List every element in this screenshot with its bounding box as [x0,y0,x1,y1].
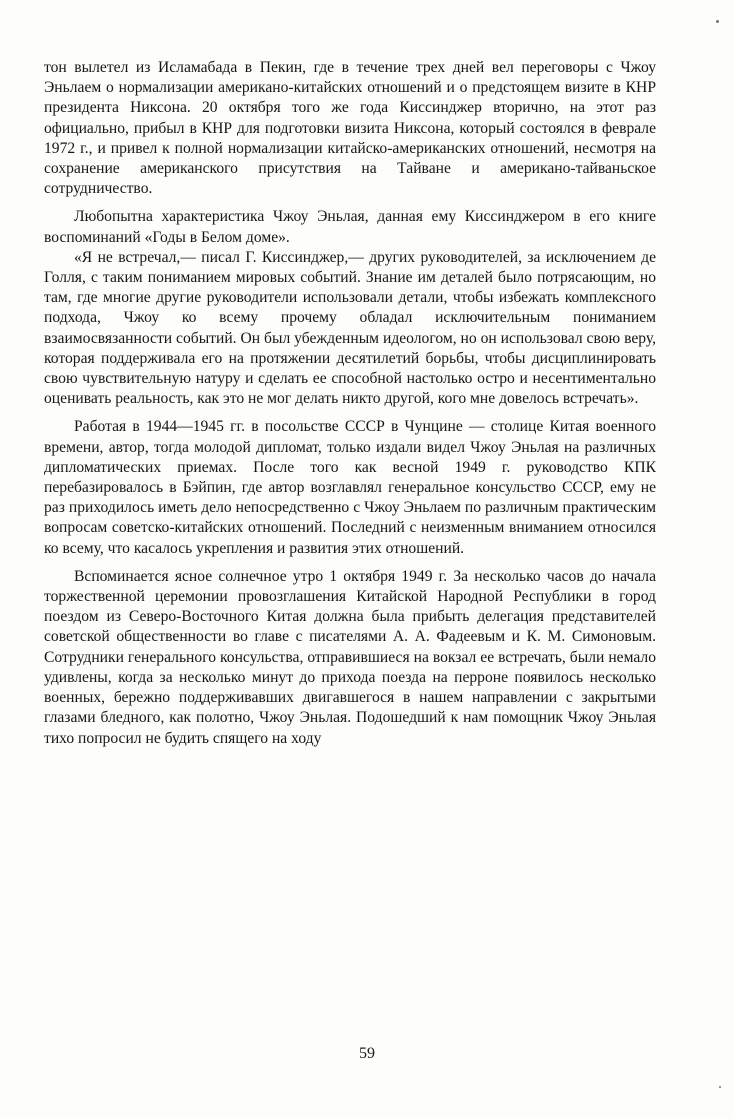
paragraph-2: Любопытна характеристика Чжоу Эньлая, данная ему Киссинджером в его книге воспоминаний «Годы в Белом доме». [44,208,656,246]
page-number: 59 [359,1045,375,1062]
page-text-block [44,58,656,1058]
scan-speck [716,20,719,23]
paragraph-3-quote: «Я не встречал,— писал Г. Киссинджер,— других руководителей, за исключением де Голля, с таким пониманием мировых событий. Знание им деталей было потрясающим, но там, где многие другие руководители использовали детали, чтобы избежать комплексного подхода, Чжоу ко всему прочему обладал исключительным пониманием взаимосвязанности событий. Он был убежденным идеологом, но он использовал свою веру, которая поддерживала его на протяжении десятилетий борьбы, чтобы дисциплинировать свою чувствительную натуру и сделать ее способной настолько остро и несентиментально оценивать реальность, как это не мог делать никто другой, кого мне довелось встречать». [44,248,656,408]
paragraph-4: Работая в 1944—1945 гг. в посольстве СССР в Чунцине — столице Китая военного времени, автор, тогда молодой дипломат, только издали видел Чжоу Эньлая на различных дипломатических приемах. После того как весной 1949 г. руководство КПК перебазировалось в Бэйпин, где автор возглавлял генеральное консульство СССР, ему не раз приходилось иметь дело непосредственно с Чжоу Эньлаем по различным практическим вопросам советско-китайских отношений. Последний с неизменным вниманием относился ко всему, что касалось укрепления и развития этих отношений. [44,418,656,557]
paragraph-5: Вспоминается ясное солнечное утро 1 октября 1949 г. За несколько часов до начала торжественной церемонии провозглашения Китайской Народной Республики в город поездом из Северо-Восточного Китая должна была прибыть делегация представителей советской общественности во главе с писателями А. А. Фадеевым и К. М. Симоновым. Сотрудники генерального консульства, отправившиеся на вокзал ее встречать, были немало удивлены, когда за несколько минут до прихода поезда на перроне появилось несколько военных, бережно поддерживавших двигавшегося в нашем направлении с закрытыми глазами бледного, как полотно, Чжоу Эньлая. Подошедший к нам помощник Чжоу Эньлая тихо попросил не будить спящего на ходу [44,567,656,747]
scan-speck [719,1086,721,1088]
paragraph-1: тон вылетел из Исламабада в Пекин, где в течение трех дней вел переговоры с Чжоу Эньлаем о нормализации американо-китайских отношений и о предстоящем визите в КНР президента Никсона. 20 октября того же года Киссинджер вторично, на этот раз официально, прибыл в КНР для подготовки визита Никсона, который состоялся в феврале 1972 г., и привел к полной нормализации китайско-американских отношений, несмотря на сохранение американского присутствия на Тайване и американо-тайваньское сотрудничество. [44,59,656,198]
